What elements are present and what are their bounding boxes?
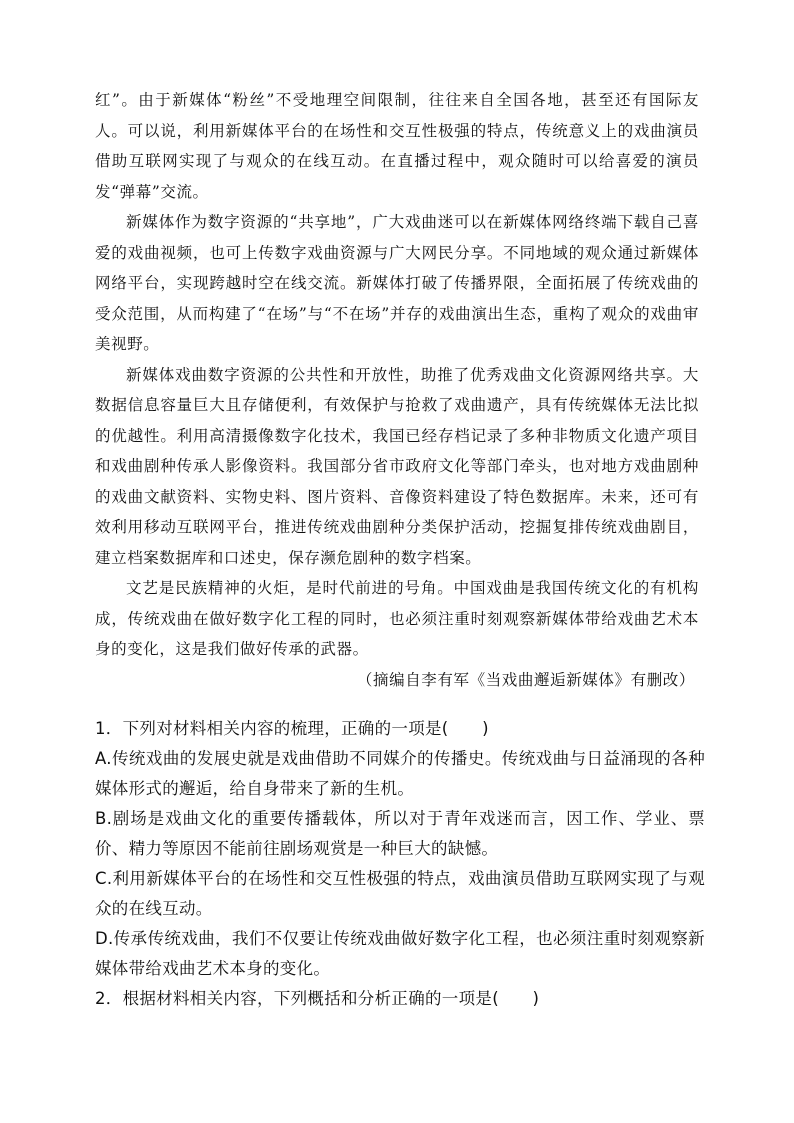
question-1-option-a: A.传统戏曲的发展史就是戏曲借助不同媒介的传播史。传统戏曲与日益涌现的各种媒体形式的邂逅，给自身带来了新的生机。 xyxy=(95,749,705,798)
question-2-stem: 2．根据材料相关内容，下列概括和分析正确的一项是( ) xyxy=(95,989,540,1008)
passage-paragraph: 新媒体戏曲数字资源的公共性和开放性，助推了优秀戏曲文化资源网络共享。大数据信息容量巨大且存储便利，有效保护与抢救了戏曲遗产，具有传统媒体无法比拟的优越性。利用高清摄像数字化技术，我国已经存档记录了多种非物质文化遗产项目和戏曲剧种传承人影像资料。我国部分省市政府文化等部门牵头，也对地方戏曲剧种的戏曲文献资料、实物史料、图片资料、音像资料建设了特色数据库。未来，还可有效利用移动互联网平台，推进传统戏曲剧种分类保护活动，挖掘复排传统戏曲剧目，建立档案数据库和口述史，保存濒危剧种的数字档案。 xyxy=(95,365,699,567)
passage-source: （摘编自李有军《当戏曲邂逅新媒体》有删改） xyxy=(356,670,695,689)
passage-paragraph: 红”。由于新媒体“粉丝”不受地理空间限制，往往来自全国各地，甚至还有国际友人。可以说，利用新媒体平台的在场性和交互性极强的特点，传统意义上的戏曲演员借助互联网实现了与观众的在线互动。在直播过程中，观众随时可以给喜爱的演员发“弹幕”交流。 xyxy=(95,91,699,201)
passage-paragraph: 文艺是民族精神的火炬，是时代前进的号角。中国戏曲是我国传统文化的有机构成，传统戏曲在做好数字化工程的同时，也必须注重时刻观察新媒体带给戏曲艺术本身的变化，这是我们做好传承的武器。 xyxy=(95,579,699,658)
question-1-option-b: B.剧场是戏曲文化的重要传播载体，所以对于青年戏迷而言，因工作、学业、票价、精力等原因不能前往剧场观赏是一种巨大的缺憾。 xyxy=(95,809,705,858)
question-1-option-d: D.传承传统戏曲，我们不仅要让传统戏曲做好数字化工程，也必须注重时刻观察新媒体带给戏曲艺术本身的变化。 xyxy=(95,929,705,978)
reading-passage xyxy=(95,85,699,695)
question-1-stem: 1．下列对材料相关内容的梳理，正确的一项是( ) xyxy=(95,719,489,738)
passage-paragraph: 新媒体作为数字资源的“共享地”，广大戏曲迷可以在新媒体网络终端下载自己喜爱的戏曲视频，也可上传数字戏曲资源与广大网民分享。不同地域的观众通过新媒体网络平台，实现跨越时空在线交流。新媒体打破了传播界限，全面拓展了传统戏曲的受众范围，从而构建了“在场”与“不在场”并存的戏曲演出生态，重构了观众的戏曲审美视野。 xyxy=(95,213,699,353)
question-1-option-c: C.利用新媒体平台的在场性和交互性极强的特点，戏曲演员借助互联网实现了与观众的在线互动。 xyxy=(95,869,705,918)
question-section xyxy=(95,714,705,1014)
